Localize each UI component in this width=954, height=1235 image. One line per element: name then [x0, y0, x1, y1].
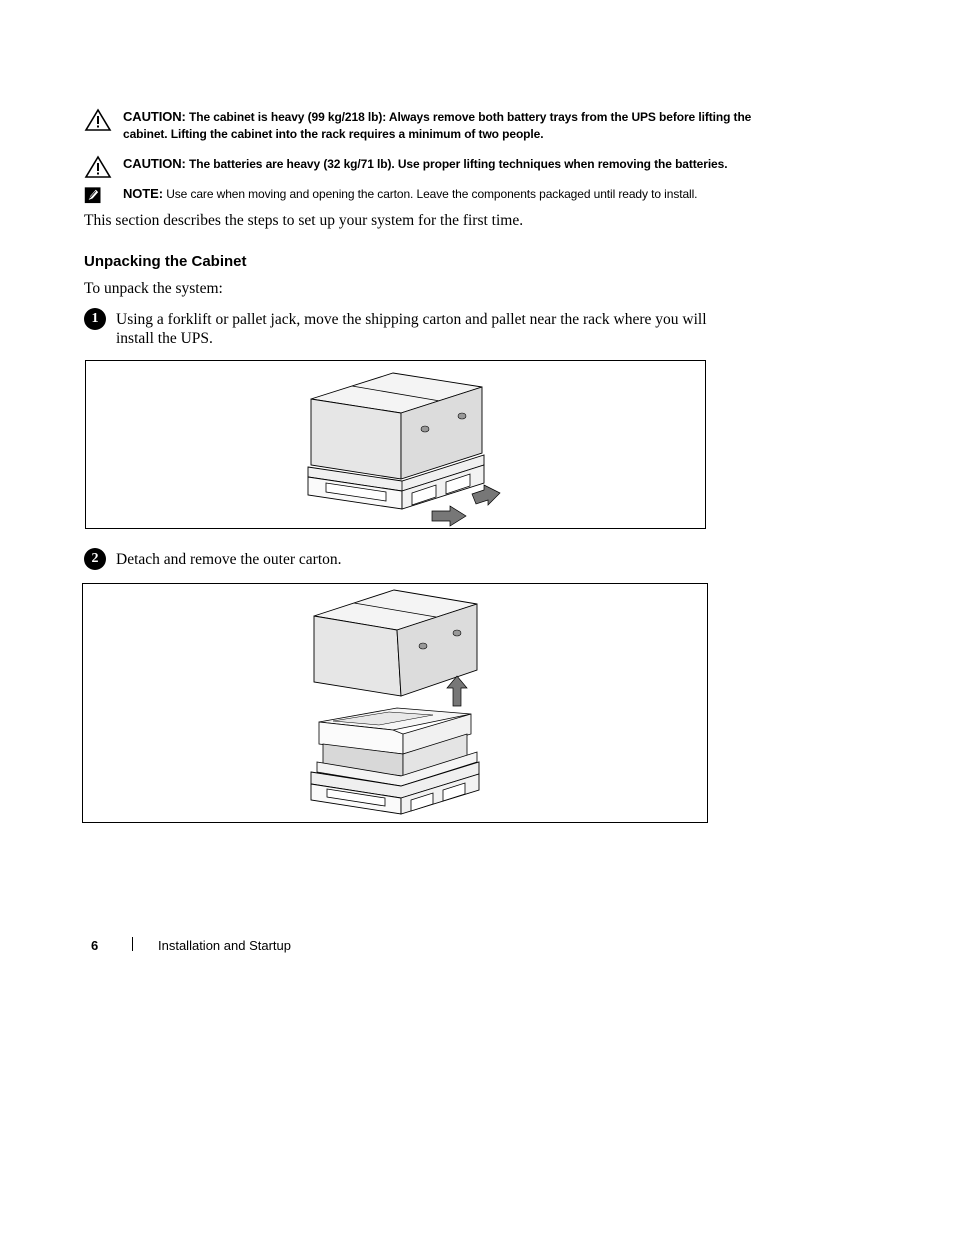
caution-text — [123, 155, 753, 173]
caution-body: The batteries are heavy (32 kg/71 lb). Use proper lifting techniques when removing the batteries. — [188, 157, 728, 171]
note-pencil-icon — [84, 185, 106, 207]
step-text-1: Using a forklift or pallet jack, move the shipping carton and pallet near the rack where you will install the UPS. — [116, 311, 707, 347]
warning-triangle-icon — [84, 155, 112, 179]
carton-on-pallet-illustration — [86, 361, 705, 528]
footer-chapter-title: Installation and Startup — [158, 938, 291, 953]
push-arrow-icon — [432, 506, 466, 526]
step-number-2: 2 — [84, 548, 106, 570]
note-text — [123, 185, 753, 203]
note-label: NOTE: — [123, 186, 163, 201]
warning-triangle-icon — [84, 108, 112, 132]
page-number: 6 — [91, 938, 99, 953]
step-text-2: Detach and remove the outer carton. — [116, 551, 342, 568]
footer-divider — [132, 937, 133, 951]
caution-label: CAUTION: — [123, 109, 186, 124]
step-number-1: 1 — [84, 308, 106, 330]
note-body: Use care when moving and opening the carton. Leave the components packaged until ready to install. — [166, 187, 698, 201]
section-heading: Unpacking the Cabinet — [84, 253, 247, 270]
push-arrow-icon — [472, 485, 500, 505]
caution-text — [123, 108, 753, 143]
intro-paragraph: This section describes the steps to set up your system for the first time. — [84, 212, 524, 229]
caution-body: The cabinet is heavy (99 kg/218 lb): Always remove both battery trays from the UPS before lifting the cabinet. Lifting the cabinet into the rack requires a minimum of two people. — [123, 110, 752, 141]
caution-label: CAUTION: — [123, 156, 186, 171]
lift-arrow-icon — [447, 676, 467, 706]
figure-remove-carton — [82, 583, 708, 823]
carton-lift-off-illustration — [83, 584, 707, 822]
section-lead: To unpack the system: — [84, 280, 223, 297]
figure-move-carton — [85, 360, 706, 529]
